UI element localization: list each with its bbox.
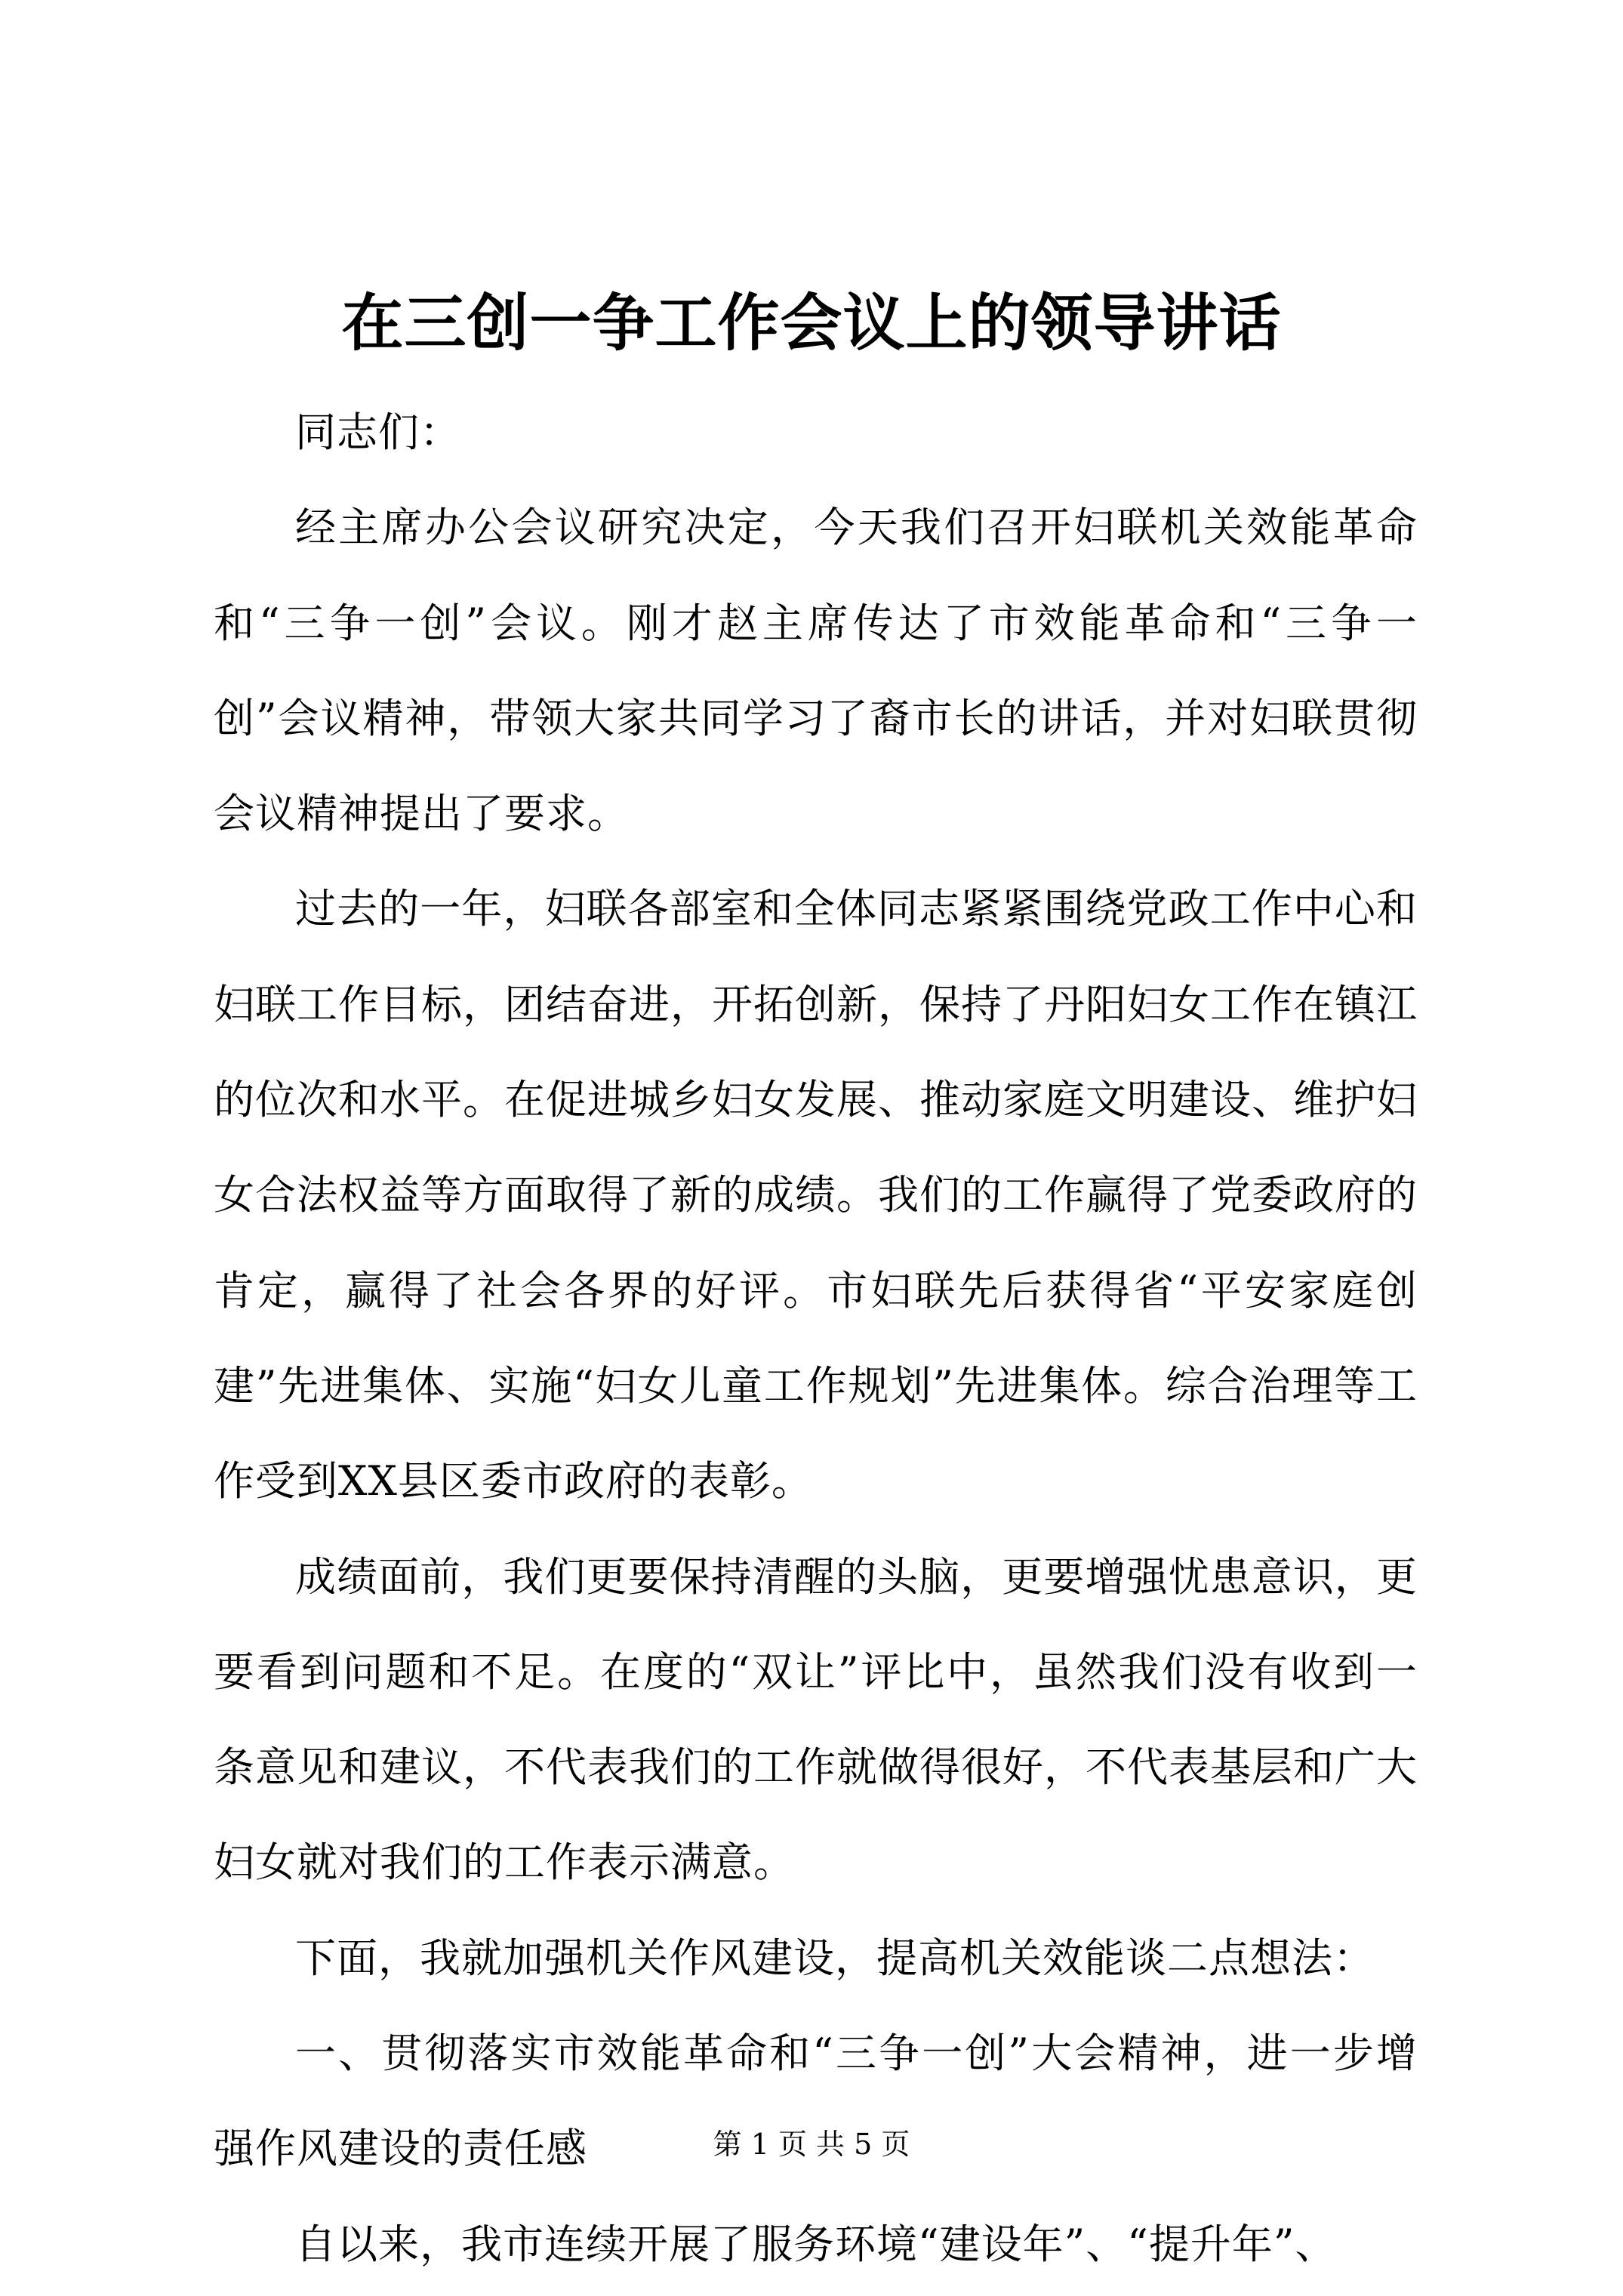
- document-title: 在三创一争工作会议上的领导讲话: [341, 287, 1282, 359]
- section-heading: 一、贯彻落实市效能革命和“三争一创”大会精神，进一步增强作风建设的责任感: [214, 2029, 1418, 2173]
- body-paragraph: 下面，我就加强机关作风建设，提高机关效能谈二点想法：: [295, 1934, 1375, 1982]
- page-footer: 第 1 页 共 5 页: [713, 2128, 910, 2161]
- body-paragraph: 过去的一年，妇联各部室和全体同志紧紧围绕党政工作中心和妇联工作目标，团结奋进，开拓创新，保持了丹阳妇女工作在镇江的位次和水平。在促进城乡妇女发展、推动家庭文明建设、维护妇女合法权益等方面取得了新的成绩。我们的工作赢得了党委政府的肯定，赢得了社会各界的好评。市妇联先后获得省“平安家庭创建”先进集体、实施“妇女儿童工作规划”先进集体。综合治理等工作受到XX县区委市政府的表彰。: [214, 885, 1418, 1505]
- body-paragraph: 成绩面前，我们更要保持清醒的头脑，更要增强忧患意识，更要看到问题和不足。在度的“双让”评比中，虽然我们没有收到一条意见和建议，不代表我们的工作就做得很好，不代表基层和广大妇女就对我们的工作表示满意。: [214, 1552, 1418, 1887]
- salutation: 同志们：: [295, 408, 461, 456]
- document-body: [214, 385, 1418, 2292]
- body-paragraph: 经主席办公会议研究决定，今天我们召开妇联机关效能革命和“三争一创”会议。刚才赵主席传达了市效能革命和“三争一创”会议精神，带领大家共同学习了裔市长的讲话，并对妇联贯彻会议精神提出了要求。: [214, 504, 1418, 838]
- body-paragraph: 自以来，我市连续开展了服务环境“建设年”、“提升年”、: [295, 2220, 1337, 2268]
